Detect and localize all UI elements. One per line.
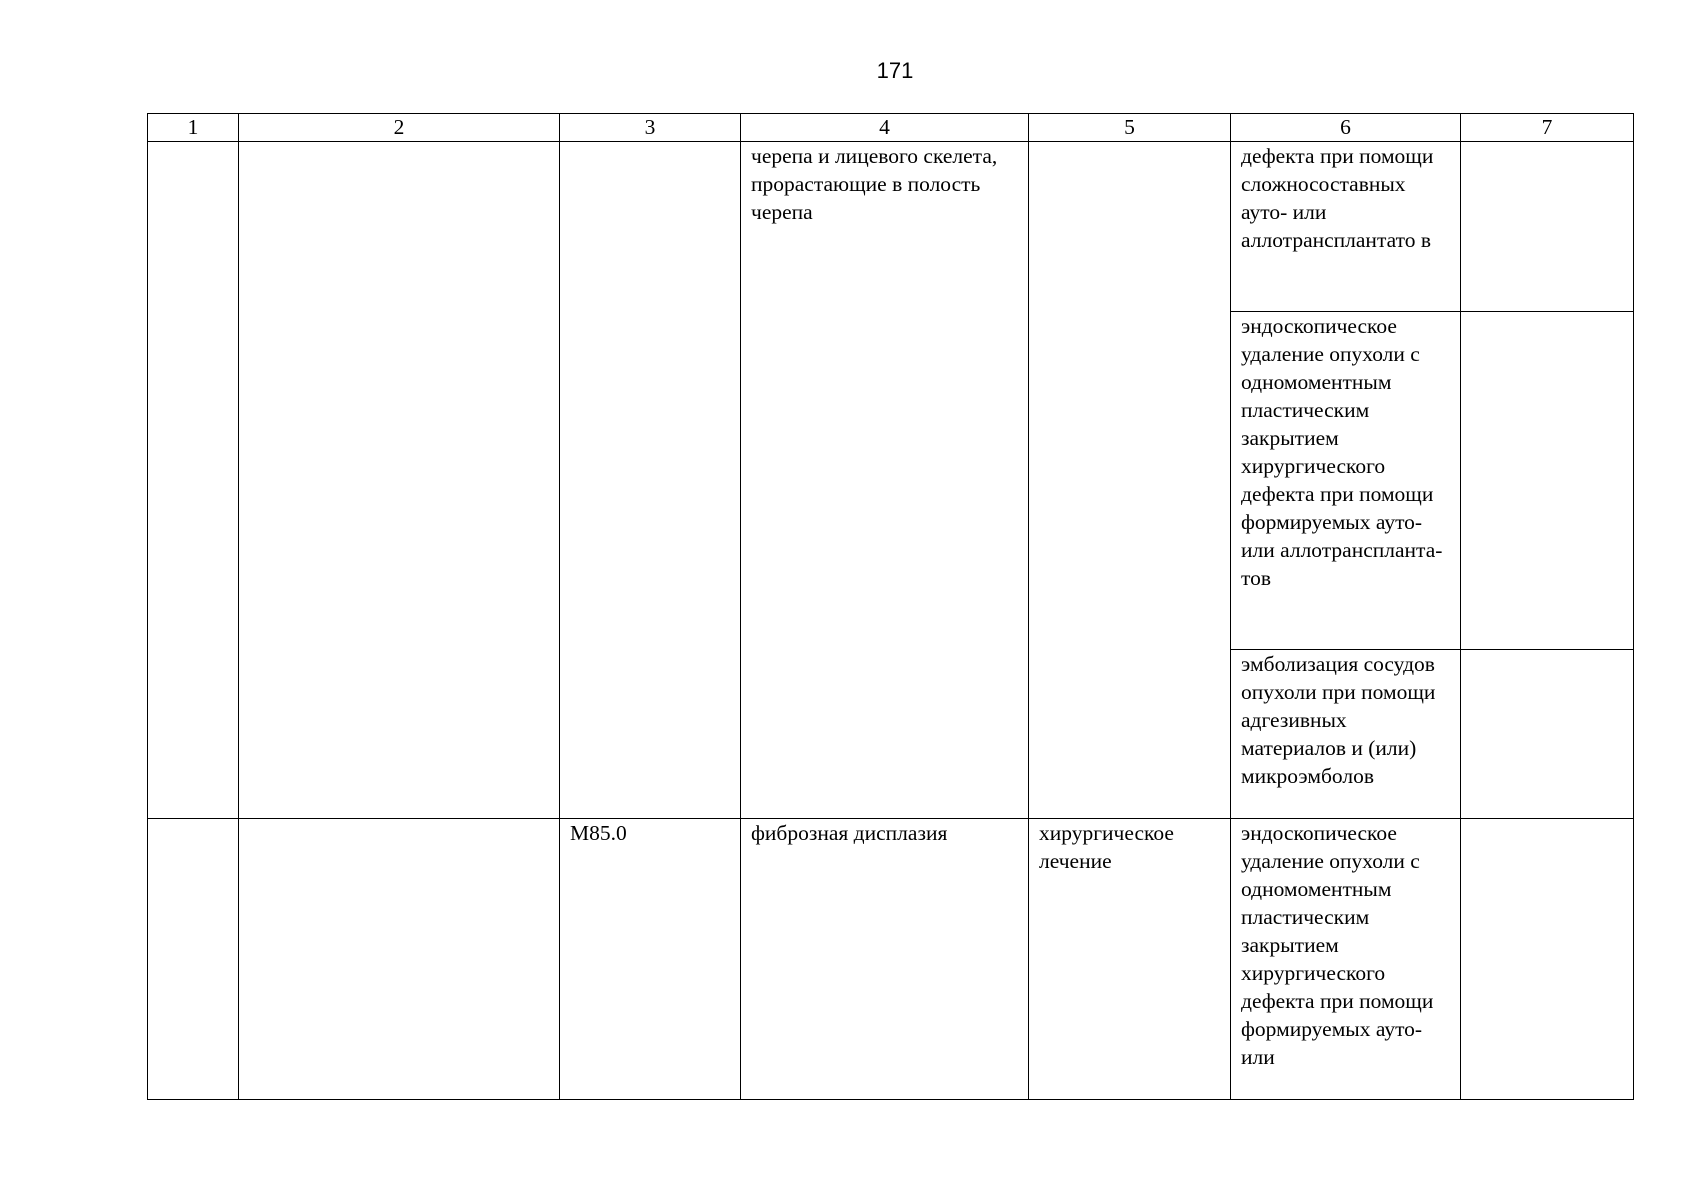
column-header: 5 <box>1029 114 1231 142</box>
table-row <box>148 142 1634 312</box>
method-cell: эмболизация сосудов опухоли при помощи адгезивных материалов и (или) микроэмболов <box>1231 650 1461 819</box>
column-header: 2 <box>239 114 560 142</box>
page-number: 171 <box>876 58 914 83</box>
table-cell <box>239 819 560 1100</box>
column-header: 4 <box>741 114 1029 142</box>
method-cell: дефекта при помощи сложносоставных ауто- или аллотрансплантато в <box>1231 142 1461 312</box>
treatment-type-cell: хирургическое лечение <box>1029 819 1231 1100</box>
column-header: 7 <box>1461 114 1634 142</box>
diagnosis-cell: фиброзная дисплазия <box>741 819 1029 1100</box>
table-cell <box>148 819 239 1100</box>
table-cell <box>1461 650 1634 819</box>
table-cell <box>1461 142 1634 312</box>
table-cell <box>1461 819 1634 1100</box>
table-cell <box>1461 312 1634 650</box>
method-cell: эндоскопическое удаление опухоли с одномоментным пластическим закрытием хирургического дефекта при помощи формируемых ауто- или <box>1231 819 1461 1100</box>
column-header: 1 <box>148 114 239 142</box>
column-header: 3 <box>560 114 741 142</box>
code-cell: M85.0 <box>560 819 741 1100</box>
table-header-row <box>148 114 1634 142</box>
table-cell <box>148 142 239 819</box>
method-cell: эндоскопическое удаление опухоли с одномоментным пластическим закрытием хирургического дефекта при помощи формируемых ауто- или аллотранспланта-тов <box>1231 312 1461 650</box>
table-cell <box>239 142 560 819</box>
procedures-table <box>147 113 1634 1100</box>
column-header: 6 <box>1231 114 1461 142</box>
table-cell <box>560 142 741 819</box>
table-row <box>148 819 1634 1100</box>
diagnosis-cell: черепа и лицевого скелета, прорастающие в полость черепа <box>741 142 1029 819</box>
table-cell <box>1029 142 1231 819</box>
